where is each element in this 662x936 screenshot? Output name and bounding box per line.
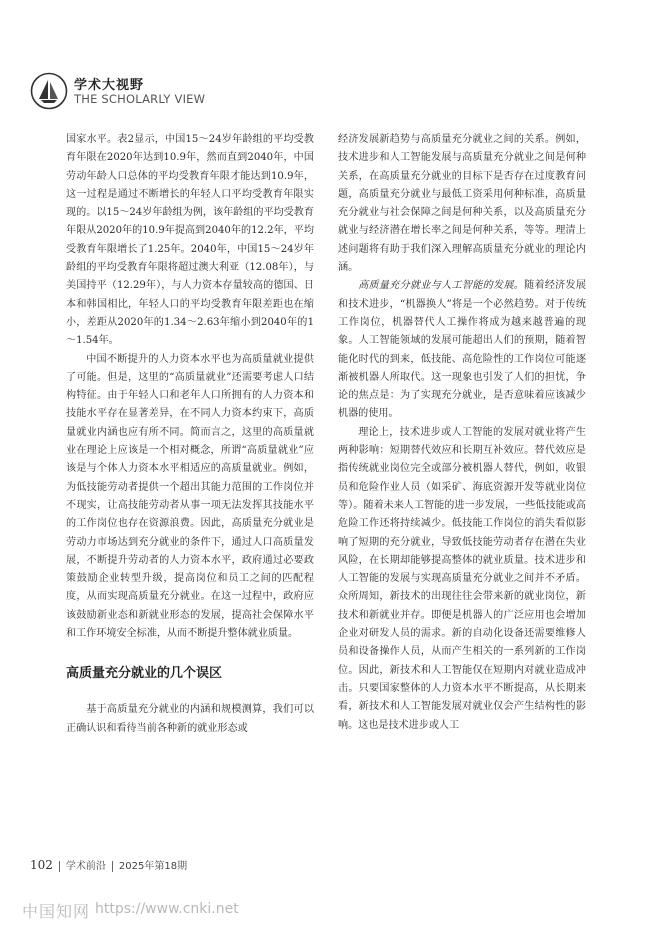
cnki-url: https://www.cnki.net	[95, 901, 239, 917]
journal-name-en: THE SCHOLARLY VIEW	[74, 92, 206, 106]
section-heading: 高质量充分就业的几个误区	[66, 666, 223, 682]
footer-divider	[112, 861, 113, 872]
right-paragraph-2-body: 随着经济发展和技术进步，“机器换人”将是一个必然趋势。对于传统工作岗位，机器替代人工操作将成为越来越普遍的现象。人工智能领域的发展可能超出人们的预期，随着智能化时代的到来，低技能、高危险性的工作岗位可能逐渐被机器人所取代。这一现象也引发了人们的担忧，争论的焦点是：为了实现充分就业，是否意味着应该减少机器的使用。	[338, 280, 587, 420]
footer-journal: 学术前沿	[65, 861, 106, 872]
left-paragraph-3: 基于高质量充分就业的内涵和规模测算，我们可以正确认识和看待当前各种新的就业形态或	[66, 704, 314, 734]
journal-name-cn: 学术大视野	[74, 78, 145, 93]
right-paragraph-2	[338, 277, 586, 423]
right-column	[338, 131, 586, 735]
cnki-watermark	[0, 895, 662, 925]
left-paragraph-2: 中国不断提升的人力资本水平也为高质量就业提供了可能。但是，这里的“高质量就业”还需要考虑人口结构特征。由于年轻人口和老年人口所拥有的人力资本和技能水平存在显著差异，在不同人力资本约束下，高质量就业内涵也应有所不同。简而言之，这里的高质量就业在理论上应该是一个相对概念，所谓“高质量就业”应该是与个体人力资本水平相适应的高质量就业。例如，为低技能劳动者提供一个超出其能力范围的工作岗位并不现实，让高技能劳动者从事一项无法发挥其技能水平的工作岗位也存在资源浪费。因此，高质量充分就业是劳动力市场达到充分就业的条件下，通过人口高质量发展，不断提升劳动者的人力资本水平，政府通过必要政策鼓励企业转型升级，提高岗位和员工之间的匹配程度，从而实现高质量充分就业。在这一过程中，政府应该鼓励新业态和新就业形态的发展，提高社会保障水平和工作环境安全标准，从而不断提升整体就业质量。	[66, 353, 314, 640]
page-footer	[30, 857, 187, 872]
right-paragraph-1: 经济发展新趋势与高质量充分就业之间的关系。例如，技术进步和人工智能发展与高质量充分就业之间是何种关系，在高质量充分就业的目标下是否存在过度教育问题，高质量充分就业与最低工资采用何种标准，高质量充分就业与社会保障之间是何种关系，以及高质量充分就业与经济潜在增长率之间是何种关系，等等。理清上述问题将有助于我们深入理解高质量充分就业的理论内涵。	[338, 134, 586, 274]
footer-divider	[59, 861, 60, 872]
cnki-logo: 中国知网	[22, 902, 91, 921]
left-paragraph-1: 国家水平。表2显示，中国15～24岁年龄组的平均受教育年限在2020年达到10.9年，然而直到2040年，中国劳动年龄人口总体的平均受教育年限才能达到10.9年，这一过程是通过不断增长的年轻人口平均受教育年限实现的。以15～24岁年龄组为例，该年龄组的平均受教育年限从2020年的10.9年提高到2040年的12.2年，平均受教育年限增长了1.25年。2040年，中国15～24岁年龄组的平均受教育年限将超过澳大利亚（12.08年），与美国持平（12.29年），与人力资本存量较高的德国、日本和韩国相比，年轻人口的平均受教育年限差距也在缩小，差距从2020年的1.34～2.63年缩小到2040年的1～1.54年。	[66, 134, 314, 347]
journal-header	[30, 72, 230, 112]
page-number: 102	[30, 858, 53, 872]
footer-issue: 2025年第18期	[118, 861, 188, 872]
right-paragraph-3: 理论上，技术进步或人工智能的发展对就业将产生两种影响：短期替代效应和长期互补效应。替代效应是指传统就业岗位完全或部分被机器人替代，例如，收银员和危险作业人员（如采矿、海底资源开发等就业岗位等）。随着未来人工智能的进一步发展，一些低技能或高危险工作还将持续减少。低技能工作岗位的消失看似影响了短期的充分就业，导致低技能劳动者存在潜在失业风险，在长期却能够提高整体的就业质量。技术进步和人工智能的发展与实现高质量充分就业之间并不矛盾。众所周知，新技术的出现往往会带来新的就业岗位，新技术和新就业并存。即便是机器人的广泛应用也会增加企业对研发人员的需求。新的自动化设备还需要维修人员和设备操作人员，从而产生相关的一系列新的工作岗位。因此，新技术和人工智能仅在短期内对就业造成冲击。只要国家整体的人力资本水平不断提高，从长期来看，新技术和人工智能发展对就业仅会产生结构性的影响。这也是技术进步或人工	[338, 426, 586, 731]
sailboat-logo-icon	[30, 72, 68, 110]
subsection-lead: 高质量充分就业与人工智能的发展。	[358, 280, 525, 292]
left-column	[66, 131, 314, 738]
